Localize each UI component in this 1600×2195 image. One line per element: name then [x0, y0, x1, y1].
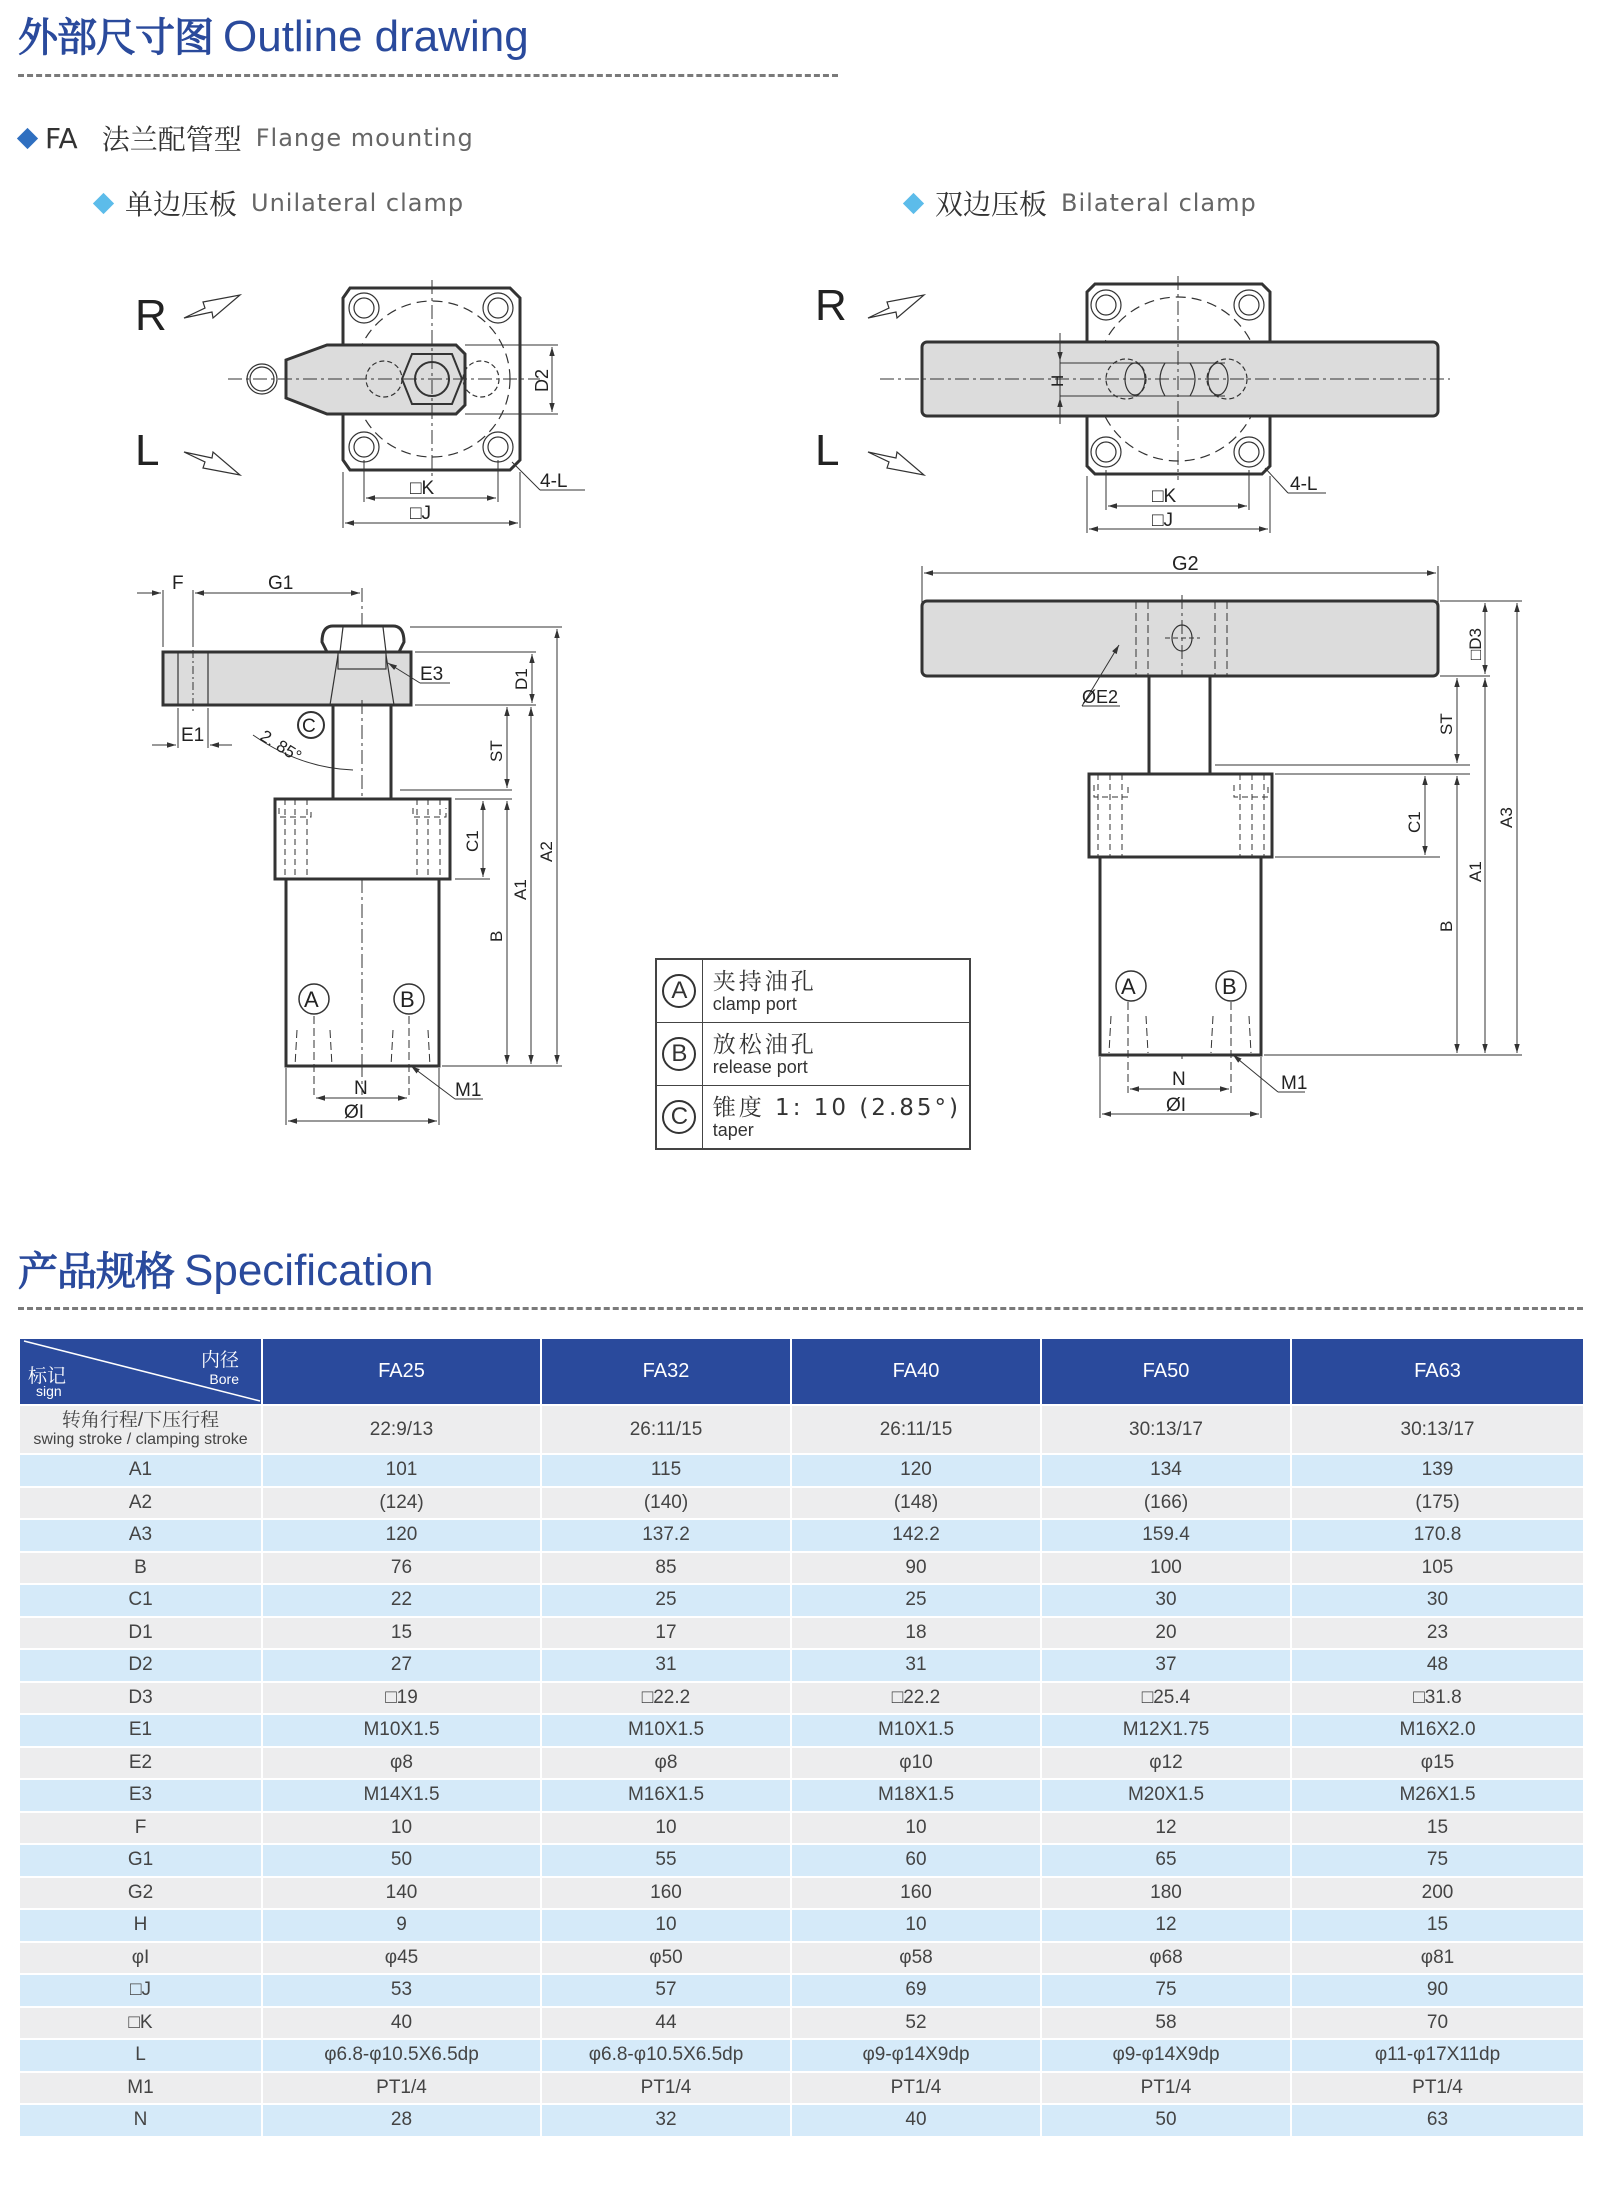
cell: M10X1.5 — [541, 1714, 791, 1747]
series-code: FA — [45, 121, 78, 155]
cell: (124) — [262, 1487, 541, 1520]
cell: 26:11/15 — [541, 1405, 791, 1454]
cell: 57 — [541, 1974, 791, 2007]
cell: 120 — [262, 1519, 541, 1552]
cell: 18 — [791, 1617, 1041, 1650]
cell: 48 — [1291, 1649, 1584, 1682]
cell: M10X1.5 — [791, 1714, 1041, 1747]
cell: 90 — [791, 1552, 1041, 1585]
row-sign: N — [19, 2104, 262, 2137]
dim-i: ØI — [1166, 1095, 1187, 1116]
dim-n: N — [354, 1078, 368, 1099]
legend-row — [656, 1023, 970, 1086]
legend-row — [656, 959, 970, 1023]
cell: 28 — [262, 2104, 541, 2137]
cell: (140) — [541, 1487, 791, 1520]
table-row — [19, 1682, 1584, 1715]
dim-m1: M1 — [1281, 1073, 1308, 1094]
table-row — [19, 2007, 1584, 2040]
cell: 139 — [1291, 1454, 1584, 1487]
cell: 10 — [541, 1812, 791, 1845]
cell: 22 — [262, 1584, 541, 1617]
cell: M26X1.5 — [1291, 1779, 1584, 1812]
dim-g1: G1 — [268, 573, 294, 594]
cell: 120 — [791, 1454, 1041, 1487]
rotate-right-arrow-icon — [184, 295, 240, 318]
cell: PT1/4 — [262, 2072, 541, 2105]
bilateral-en: Bilateral clamp — [1061, 189, 1257, 217]
cell: 55 — [541, 1844, 791, 1877]
row-label — [19, 1405, 262, 1454]
dim-e2: ØE2 — [1082, 687, 1119, 707]
cell: 160 — [541, 1877, 791, 1910]
rotate-left-label: L — [815, 426, 840, 475]
cell: 100 — [1041, 1552, 1291, 1585]
series-en: Flange mounting — [255, 124, 474, 152]
dim-a2: A2 — [537, 841, 556, 862]
port-a-label: A — [304, 987, 319, 1012]
cell: 12 — [1041, 1909, 1291, 1942]
cell: 30:13/17 — [1291, 1405, 1584, 1454]
cell: 15 — [1291, 1909, 1584, 1942]
cell: 142.2 — [791, 1519, 1041, 1552]
table-row — [19, 1942, 1584, 1975]
row-sign: G2 — [19, 1877, 262, 1910]
table-row — [19, 2104, 1584, 2137]
dim-k: □K — [410, 478, 435, 499]
row-sign: D2 — [19, 1649, 262, 1682]
outline-title-en: Outline drawing — [223, 12, 529, 61]
dim-a1: A1 — [511, 879, 530, 900]
col-header: FA25 — [262, 1338, 541, 1405]
cell: 30:13/17 — [1041, 1405, 1291, 1454]
col-header: FA40 — [791, 1338, 1041, 1405]
legend-row — [656, 1086, 970, 1150]
cell: 65 — [1041, 1844, 1291, 1877]
cell: φ10 — [791, 1747, 1041, 1780]
table-row — [19, 1649, 1584, 1682]
cell: PT1/4 — [541, 2072, 791, 2105]
table-row — [19, 1747, 1584, 1780]
rotate-left-arrow-icon — [184, 452, 240, 475]
table-row — [19, 1974, 1584, 2007]
cell: 17 — [541, 1617, 791, 1650]
cell: M20X1.5 — [1041, 1779, 1291, 1812]
rotate-left-label: L — [135, 426, 160, 475]
flange-body — [275, 799, 450, 879]
cell: 40 — [262, 2007, 541, 2040]
dim-m1: M1 — [455, 1080, 482, 1101]
col-header: FA63 — [1291, 1338, 1584, 1405]
cell: φ6.8-φ10.5X6.5dp — [262, 2039, 541, 2072]
cell: 37 — [1041, 1649, 1291, 1682]
row-sign: H — [19, 1909, 262, 1942]
bore-cn: 内径 — [200, 1350, 239, 1371]
cell: 22:9/13 — [262, 1405, 541, 1454]
dim-j: □J — [1152, 510, 1173, 531]
cell: 140 — [262, 1877, 541, 1910]
flange-body — [1089, 774, 1272, 857]
cell: 75 — [1291, 1844, 1584, 1877]
legend-en: release port — [712, 1057, 808, 1077]
cell: 15 — [262, 1617, 541, 1650]
cell: M18X1.5 — [791, 1779, 1041, 1812]
cell: 30 — [1041, 1584, 1291, 1617]
row-sign: L — [19, 2039, 262, 2072]
dim-d2: D2 — [532, 368, 552, 392]
taper-c-icon: C — [662, 1100, 696, 1134]
cell: 10 — [262, 1812, 541, 1845]
cell: 90 — [1291, 1974, 1584, 2007]
table-row — [19, 1584, 1584, 1617]
row-sign: A2 — [19, 1487, 262, 1520]
legend-en: taper — [712, 1120, 754, 1140]
port-a-icon: A — [662, 974, 696, 1008]
cell: 50 — [262, 1844, 541, 1877]
cell: 76 — [262, 1552, 541, 1585]
cell: 63 — [1291, 2104, 1584, 2137]
cell: 134 — [1041, 1454, 1291, 1487]
cell: 200 — [1291, 1877, 1584, 1910]
row-sign: E1 — [19, 1714, 262, 1747]
dim-4l: 4-L — [1290, 474, 1318, 495]
cell: 170.8 — [1291, 1519, 1584, 1552]
cell: 70 — [1291, 2007, 1584, 2040]
cell: PT1/4 — [791, 2072, 1041, 2105]
cell: φ58 — [791, 1942, 1041, 1975]
cell: □25.4 — [1041, 1682, 1291, 1715]
cell: 53 — [262, 1974, 541, 2007]
port-a-label: A — [1121, 974, 1136, 999]
spec-table — [18, 1337, 1585, 2138]
outline-title-cn: 外部尺寸图 — [18, 15, 213, 61]
dim-d3: □D3 — [1466, 628, 1485, 660]
cell: PT1/4 — [1291, 2072, 1584, 2105]
cell: M10X1.5 — [262, 1714, 541, 1747]
table-row-stroke — [19, 1405, 1584, 1454]
cell: 20 — [1041, 1617, 1291, 1650]
cell: 52 — [791, 2007, 1041, 2040]
sign-en: sign — [36, 1383, 62, 1399]
dim-d1: D1 — [512, 668, 531, 690]
spec-title — [18, 1240, 433, 1297]
dim-4l: 4-L — [540, 471, 568, 492]
cell: 10 — [791, 1812, 1041, 1845]
cell: 9 — [262, 1909, 541, 1942]
table-row — [19, 1877, 1584, 1910]
cell: (148) — [791, 1487, 1041, 1520]
port-legend — [655, 958, 971, 1150]
cell: φ15 — [1291, 1747, 1584, 1780]
legend-en: clamp port — [712, 994, 797, 1014]
cylinder-body — [1100, 857, 1261, 1055]
cell: 44 — [541, 2007, 791, 2040]
cell: (175) — [1291, 1487, 1584, 1520]
rotate-right-arrow-icon — [868, 295, 924, 318]
cell: PT1/4 — [1041, 2072, 1291, 2105]
row-sign: □K — [19, 2007, 262, 2040]
row-sign: F — [19, 1812, 262, 1845]
spec-divider — [18, 1307, 1583, 1310]
cell: 60 — [791, 1844, 1041, 1877]
dim-j: □J — [410, 503, 431, 524]
port-b-label: B — [1222, 974, 1237, 999]
cell: M12X1.75 — [1041, 1714, 1291, 1747]
cell: 69 — [791, 1974, 1041, 2007]
cell: 101 — [262, 1454, 541, 1487]
cell: φ11-φ17X11dp — [1291, 2039, 1584, 2072]
cell: □19 — [262, 1682, 541, 1715]
nut — [322, 626, 404, 652]
dim-g2: G2 — [1172, 553, 1199, 575]
dim-e1: E1 — [181, 725, 205, 746]
port-b-label: B — [400, 987, 415, 1012]
dim-h: H — [1048, 374, 1067, 387]
dim-st: ST — [1437, 713, 1456, 735]
cell: φ81 — [1291, 1942, 1584, 1975]
table-row — [19, 2039, 1584, 2072]
cell: φ8 — [541, 1747, 791, 1780]
cell: φ68 — [1041, 1942, 1291, 1975]
bilateral-cn: 双边压板 — [935, 188, 1048, 221]
cell: 160 — [791, 1877, 1041, 1910]
cell: 10 — [791, 1909, 1041, 1942]
cell: 31 — [541, 1649, 791, 1682]
table-row — [19, 1617, 1584, 1650]
dim-a3: A3 — [1497, 807, 1516, 828]
bilateral-side-arm — [922, 601, 1438, 676]
dim-k: □K — [1152, 486, 1177, 507]
table-row — [19, 1844, 1584, 1877]
table-row — [19, 1552, 1584, 1585]
cell: 10 — [541, 1909, 791, 1942]
cell: 31 — [791, 1649, 1041, 1682]
cell: 25 — [791, 1584, 1041, 1617]
port-c-label: C — [302, 716, 316, 737]
table-row — [19, 2072, 1584, 2105]
cell: □22.2 — [791, 1682, 1041, 1715]
legend-cn: 夹持油孔 — [712, 969, 817, 995]
rotate-left-arrow-icon — [868, 452, 924, 475]
cell: M14X1.5 — [262, 1779, 541, 1812]
cell: 30 — [1291, 1584, 1584, 1617]
unilateral-cn: 单边压板 — [125, 188, 238, 221]
cell: 25 — [541, 1584, 791, 1617]
cell: 27 — [262, 1649, 541, 1682]
dim-e3: E3 — [420, 664, 444, 685]
cell: 105 — [1291, 1552, 1584, 1585]
cell: 23 — [1291, 1617, 1584, 1650]
rotate-right-label: R — [135, 291, 167, 340]
row-sign: E2 — [19, 1747, 262, 1780]
cell: 32 — [541, 2104, 791, 2137]
table-row — [19, 1454, 1584, 1487]
dim-n: N — [1172, 1069, 1186, 1090]
row-sign: A3 — [19, 1519, 262, 1552]
stroke-label-cn: 转角行程/下压行程 — [61, 1409, 220, 1431]
cell: φ50 — [541, 1942, 791, 1975]
row-sign: D1 — [19, 1617, 262, 1650]
cell: (166) — [1041, 1487, 1291, 1520]
cell: φ8 — [262, 1747, 541, 1780]
cell: 50 — [1041, 2104, 1291, 2137]
col-header: FA50 — [1041, 1338, 1291, 1405]
cell: 180 — [1041, 1877, 1291, 1910]
series-cn: 法兰配管型 — [101, 123, 242, 156]
taper-angle: 2. 85° — [256, 726, 305, 767]
cell: 15 — [1291, 1812, 1584, 1845]
unilateral-en: Unilateral clamp — [251, 189, 465, 217]
row-sign: φI — [19, 1942, 262, 1975]
cell: □22.2 — [541, 1682, 791, 1715]
cell: 26:11/15 — [791, 1405, 1041, 1454]
legend-cn: 放松油孔 — [712, 1032, 817, 1058]
spec-corner-cell — [19, 1338, 262, 1405]
row-sign: G1 — [19, 1844, 262, 1877]
spec-header-row — [19, 1338, 1584, 1405]
piston-rod — [1149, 676, 1210, 774]
cell: 12 — [1041, 1812, 1291, 1845]
cell: 40 — [791, 2104, 1041, 2137]
spec-title-en: Specification — [184, 1246, 434, 1295]
cell: φ6.8-φ10.5X6.5dp — [541, 2039, 791, 2072]
stroke-label-en: swing stroke / clamping stroke — [33, 1430, 248, 1448]
row-sign: D3 — [19, 1682, 262, 1715]
table-row — [19, 1714, 1584, 1747]
bore-en: Bore — [209, 1371, 239, 1387]
cell: M16X2.0 — [1291, 1714, 1584, 1747]
table-row — [19, 1812, 1584, 1845]
dim-c1: C1 — [1405, 811, 1424, 833]
cell: □31.8 — [1291, 1682, 1584, 1715]
cell: φ12 — [1041, 1747, 1291, 1780]
table-row — [19, 1519, 1584, 1552]
row-sign: M1 — [19, 2072, 262, 2105]
dim-b: B — [487, 930, 506, 942]
sign-cn: 标记 — [28, 1366, 67, 1387]
cell: 58 — [1041, 2007, 1291, 2040]
cell: 159.4 — [1041, 1519, 1291, 1552]
table-row — [19, 1779, 1584, 1812]
dim-st: ST — [487, 740, 506, 762]
spec-title-cn: 产品规格 — [18, 1249, 174, 1295]
dim-f: F — [172, 573, 184, 594]
cell: 75 — [1041, 1974, 1291, 2007]
port-b-icon: B — [662, 1037, 696, 1071]
legend-cn: 锥度 1: 10 (2.85°) — [712, 1095, 961, 1121]
dim-b: B — [1437, 920, 1456, 932]
dim-c1: C1 — [463, 830, 482, 852]
row-sign: B — [19, 1552, 262, 1585]
row-sign: A1 — [19, 1454, 262, 1487]
dim-i: ØI — [344, 1102, 365, 1123]
rotate-right-label: R — [815, 281, 847, 330]
table-row — [19, 1909, 1584, 1942]
row-sign: E3 — [19, 1779, 262, 1812]
cell: φ45 — [262, 1942, 541, 1975]
cell: 115 — [541, 1454, 791, 1487]
dim-a1: A1 — [1466, 861, 1485, 882]
cell: M16X1.5 — [541, 1779, 791, 1812]
row-sign: □J — [19, 1974, 262, 2007]
col-header: FA32 — [541, 1338, 791, 1405]
cell: φ9-φ14X9dp — [1041, 2039, 1291, 2072]
cell: 137.2 — [541, 1519, 791, 1552]
table-row — [19, 1487, 1584, 1520]
cell: φ9-φ14X9dp — [791, 2039, 1041, 2072]
cell: 85 — [541, 1552, 791, 1585]
row-sign: C1 — [19, 1584, 262, 1617]
